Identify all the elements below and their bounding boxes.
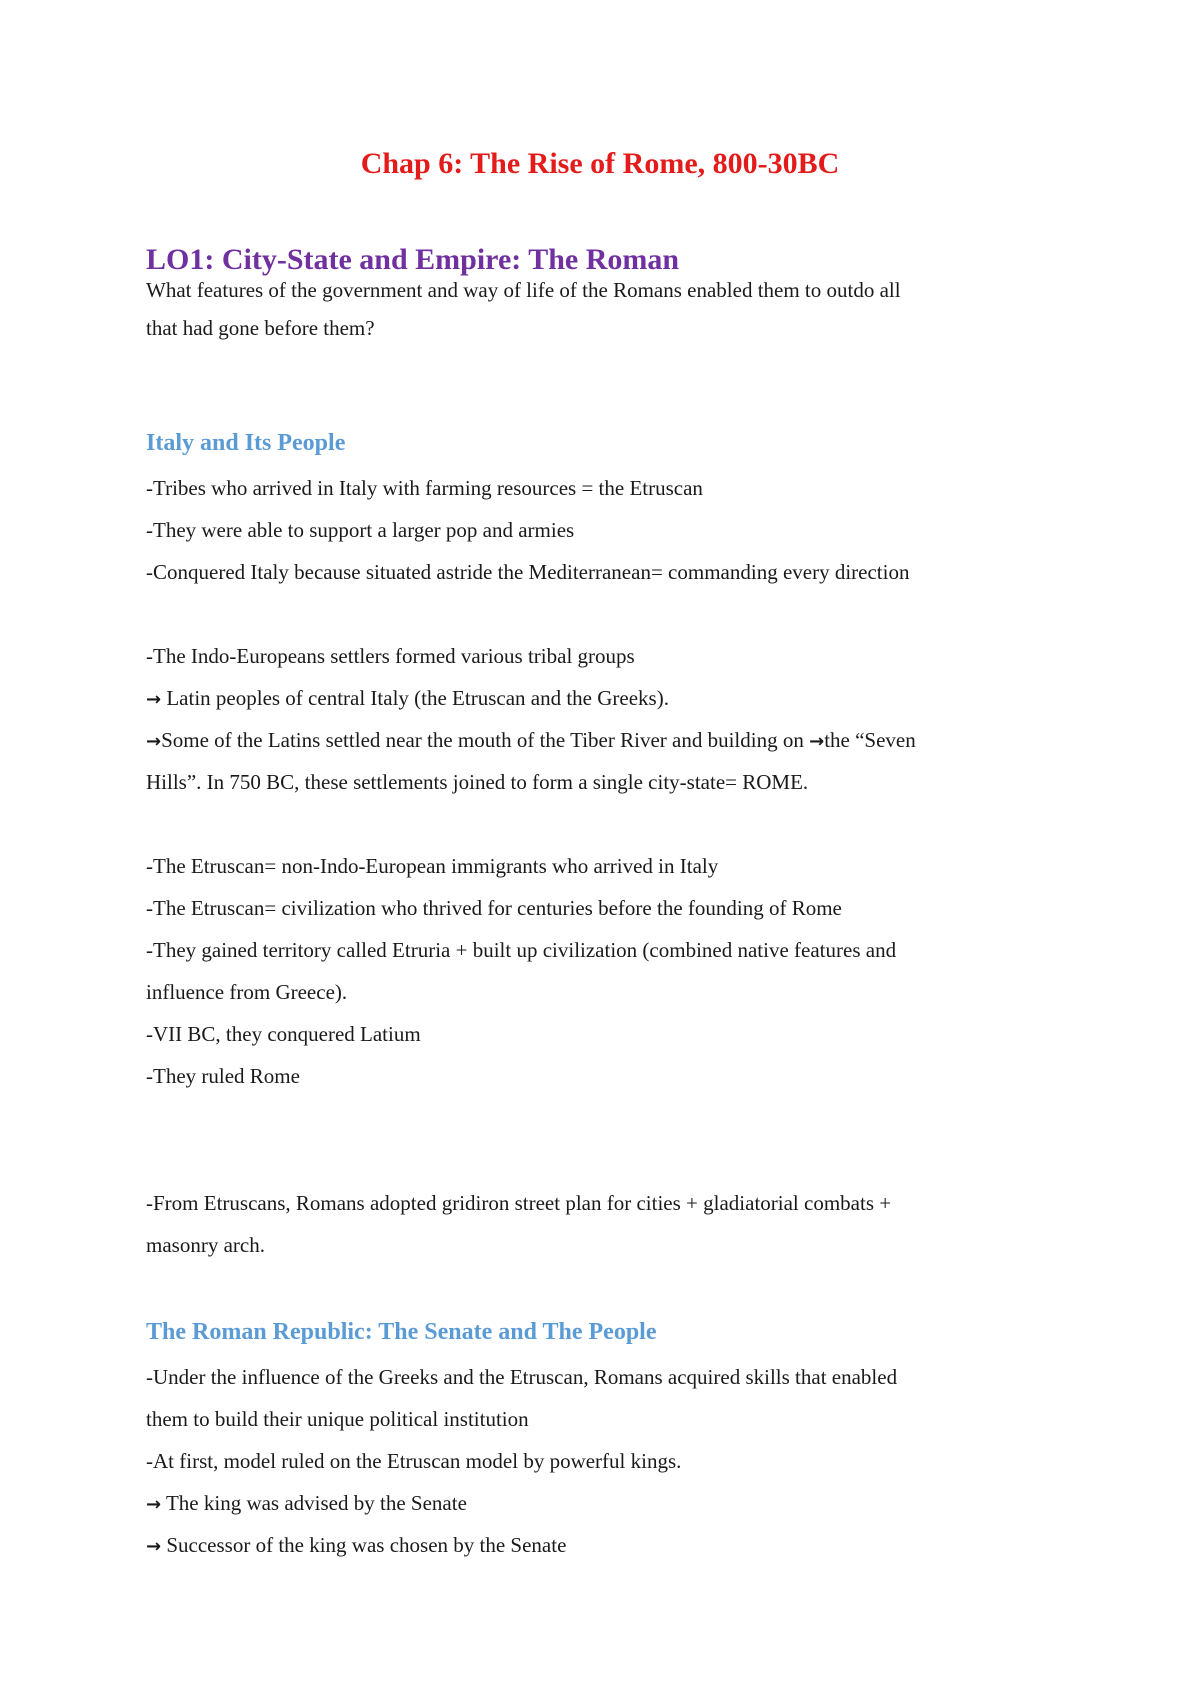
arrow-right-icon: → [146,731,162,752]
body-line: -Under the influence of the Greeks and the Etruscan, Romans acquired skills that enabled [146,1365,898,1389]
arrow-right-icon: → [809,731,825,752]
body-line-text: Some of the Latins settled near the mouth of the Tiber River and building on [161,728,810,752]
body-line: -At first, model ruled on the Etruscan model by powerful kings. [146,1449,682,1473]
body-line: -The Etruscan= civilization who thrived for centuries before the founding of Rome [146,896,842,920]
body-line: influence from Greece). [146,980,348,1004]
body-line: -From Etruscans, Romans adopted gridiron street plan for cities + gladiatorial combats + [146,1191,892,1215]
body-line-text: Latin peoples of central Italy (the Etruscan and the Greeks). [161,686,669,710]
document-title: Chap 6: The Rise of Rome, 800-30BC [360,147,840,180]
body-line: masonry arch. [146,1233,265,1257]
body-line: -They gained territory called Etruria + built up civilization (combined native features and [146,938,897,962]
section-heading-republic: The Roman Republic: The Senate and The People [146,1319,657,1345]
body-line: -The Indo-Europeans settlers formed various tribal groups [146,644,635,668]
body-line: -They were able to support a larger pop and armies [146,518,575,542]
body-line-text: Successor of the king was chosen by the Senate [161,1533,567,1557]
body-line-text: the “Seven [824,728,916,752]
body-line: Hills”. In 750 BC, these settlements joined to form a single city-state= ROME. [146,770,809,794]
body-line: -Tribes who arrived in Italy with farming resources = the Etruscan [146,476,703,500]
intro-line: What features of the government and way of life of the Romans enabled them to outdo all [146,278,901,302]
body-line-arrow [146,1531,566,1561]
body-line-arrow [146,726,916,756]
body-line: -They ruled Rome [146,1064,300,1088]
body-line-text: The king was advised by the Senate [161,1491,467,1515]
lo1-heading: LO1: City-State and Empire: The Roman [146,243,680,276]
body-line: them to build their unique political institution [146,1407,529,1431]
arrow-right-icon: → [146,689,162,710]
body-line: -Conquered Italy because situated astride the Mediterranean= commanding every direction [146,560,910,584]
body-line-arrow [146,1489,467,1519]
intro-line: that had gone before them? [146,316,375,340]
arrow-right-icon: → [146,1494,162,1515]
section-heading-italy: Italy and Its People [146,430,346,456]
body-line: -VII BC, they conquered Latium [146,1022,421,1046]
body-line-arrow [146,684,669,714]
body-line: -The Etruscan= non-Indo-European immigrants who arrived in Italy [146,854,719,878]
arrow-right-icon: → [146,1536,162,1557]
